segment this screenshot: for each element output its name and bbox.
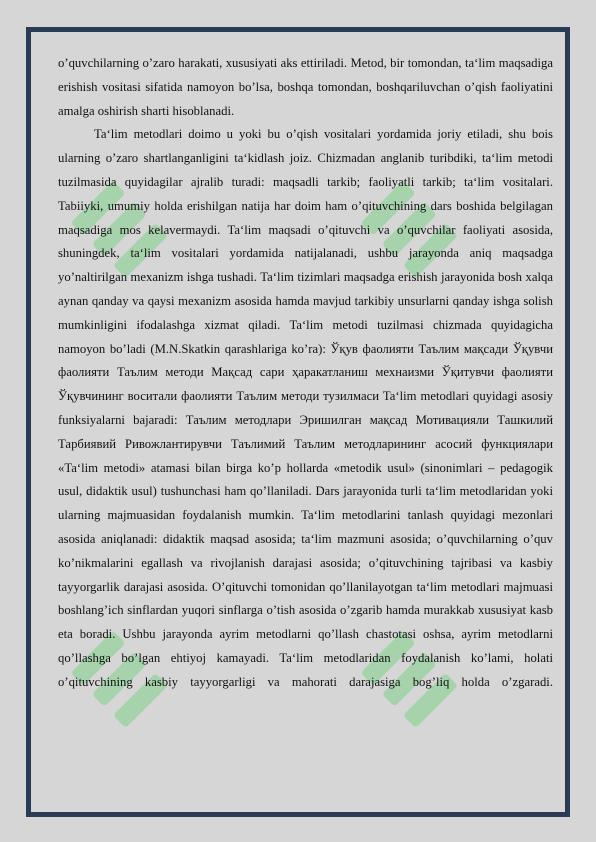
document-body xyxy=(58,52,553,695)
paragraph-1: o’quvchilarning o’zaro harakati, xususiyati aks ettiriladi. Metod, bir tomondan, ta‘lim maqsadiga erishish vositasi sifatida namoyon bo’lsa, boshqa tomondan, boshqariluvchan o’qish faoliyatini amalga oshirish sharti hisoblanadi. xyxy=(58,56,553,118)
paragraph-2: Ta‘lim metodlari doimo u yoki bu o’qish vositalari yordamida joriy etiladi, shu bois ularning o’zaro shartlanganligini ta‘kidlash joiz. Chizmadan anglanib turibdiki, ta‘lim metodi tuzilmasida quyidagilar ajralib turadi: maqsadli tarkib; faoliyatli tarkib; ta‘lim vositalari. Tabiiyki, umumiy holda erishilgan natija har doim ham o’qituvchining dars boshida belgilagan maqsadiga mos kelavermaydi. Ta‘lim maqsadi o’qituvchi va o’quvchilar faoliyati asosida, shuningdek, ta‘lim vositalari yordamida natijalanadi, ushbu jarayonda aniq maqsadga yo’naltirilgan mexanizm ishga tushadi. Ta‘lim tizimlari maqsadga erishish jarayonida bosh xalqa aynan qanday va qaysi mexanizm asosida hamda mavjud tarkibiy unsurlarni qanday ishga solish mumkinligini ifodalashga xizmat qiladi. Ta‘lim metodi tuzilmasi chizmada quyidagicha namoyon bo’ladi (M.N.Skatkin qarashlariga ko’ra): Ўқув фаолияти Таълим мақсади Ўқувчи фаолияти Таълим методи Мақсад сари ҳаракатланиш мехнаизми Ўқитувчи фаолияти Ўқувчининг воситали фаолияти Таълим методи тузилмаси Ta‘lim metodlari quyidagi asosiy funksiyalarni bajaradi: Таълим методлари Эришилган мақсад Мотивацияли Ташкилий Тарбиявий Ривожлантирувчи Таълимий Таълим методларининг асосий функциялари «Ta‘lim metodi» atamasi bilan birga ko’p hollarda «metodik usul» (sinonimlari – pedagogik usul, didaktik usul) tushunchasi ham qo’llaniladi. Dars jarayonida turli ta‘lim metodlaridan yoki ularning majmuasidan foydalanish mumkin. Ta‘lim metodlarini tanlash quyidagi mezonlari asosida aniqlanadi: didaktik maqsad asosida; ta‘lim mazmuni asosida; o’quvchilarning o’quv ko’nikmalarini egallash va rivojlanish darajasi asosida; o’qituvchining tajribasi va kasbiy tayyorgarlik darajasi asosida. O’qituvchi tomonidan qo’llanilayotgan ta‘lim metodlari majmuasi boshlang’ich sinflardan yuqori sinflarga o’tish asosida o’zgarib hamda murakkab xususiyat kasb eta boradi. Ushbu jarayonda ayrim metodlarni qo’llash chastotasi oshsa, ayrim metodlarni qo’llashga bo’lgan ehtiyoj kamayadi. Ta‘lim metodlaridan foydalanish ko’lami, holati o’qituvchining kasbiy tayyorgarligi va mahorati darajasiga bog’liq holda o’zgaradi. xyxy=(58,127,553,689)
